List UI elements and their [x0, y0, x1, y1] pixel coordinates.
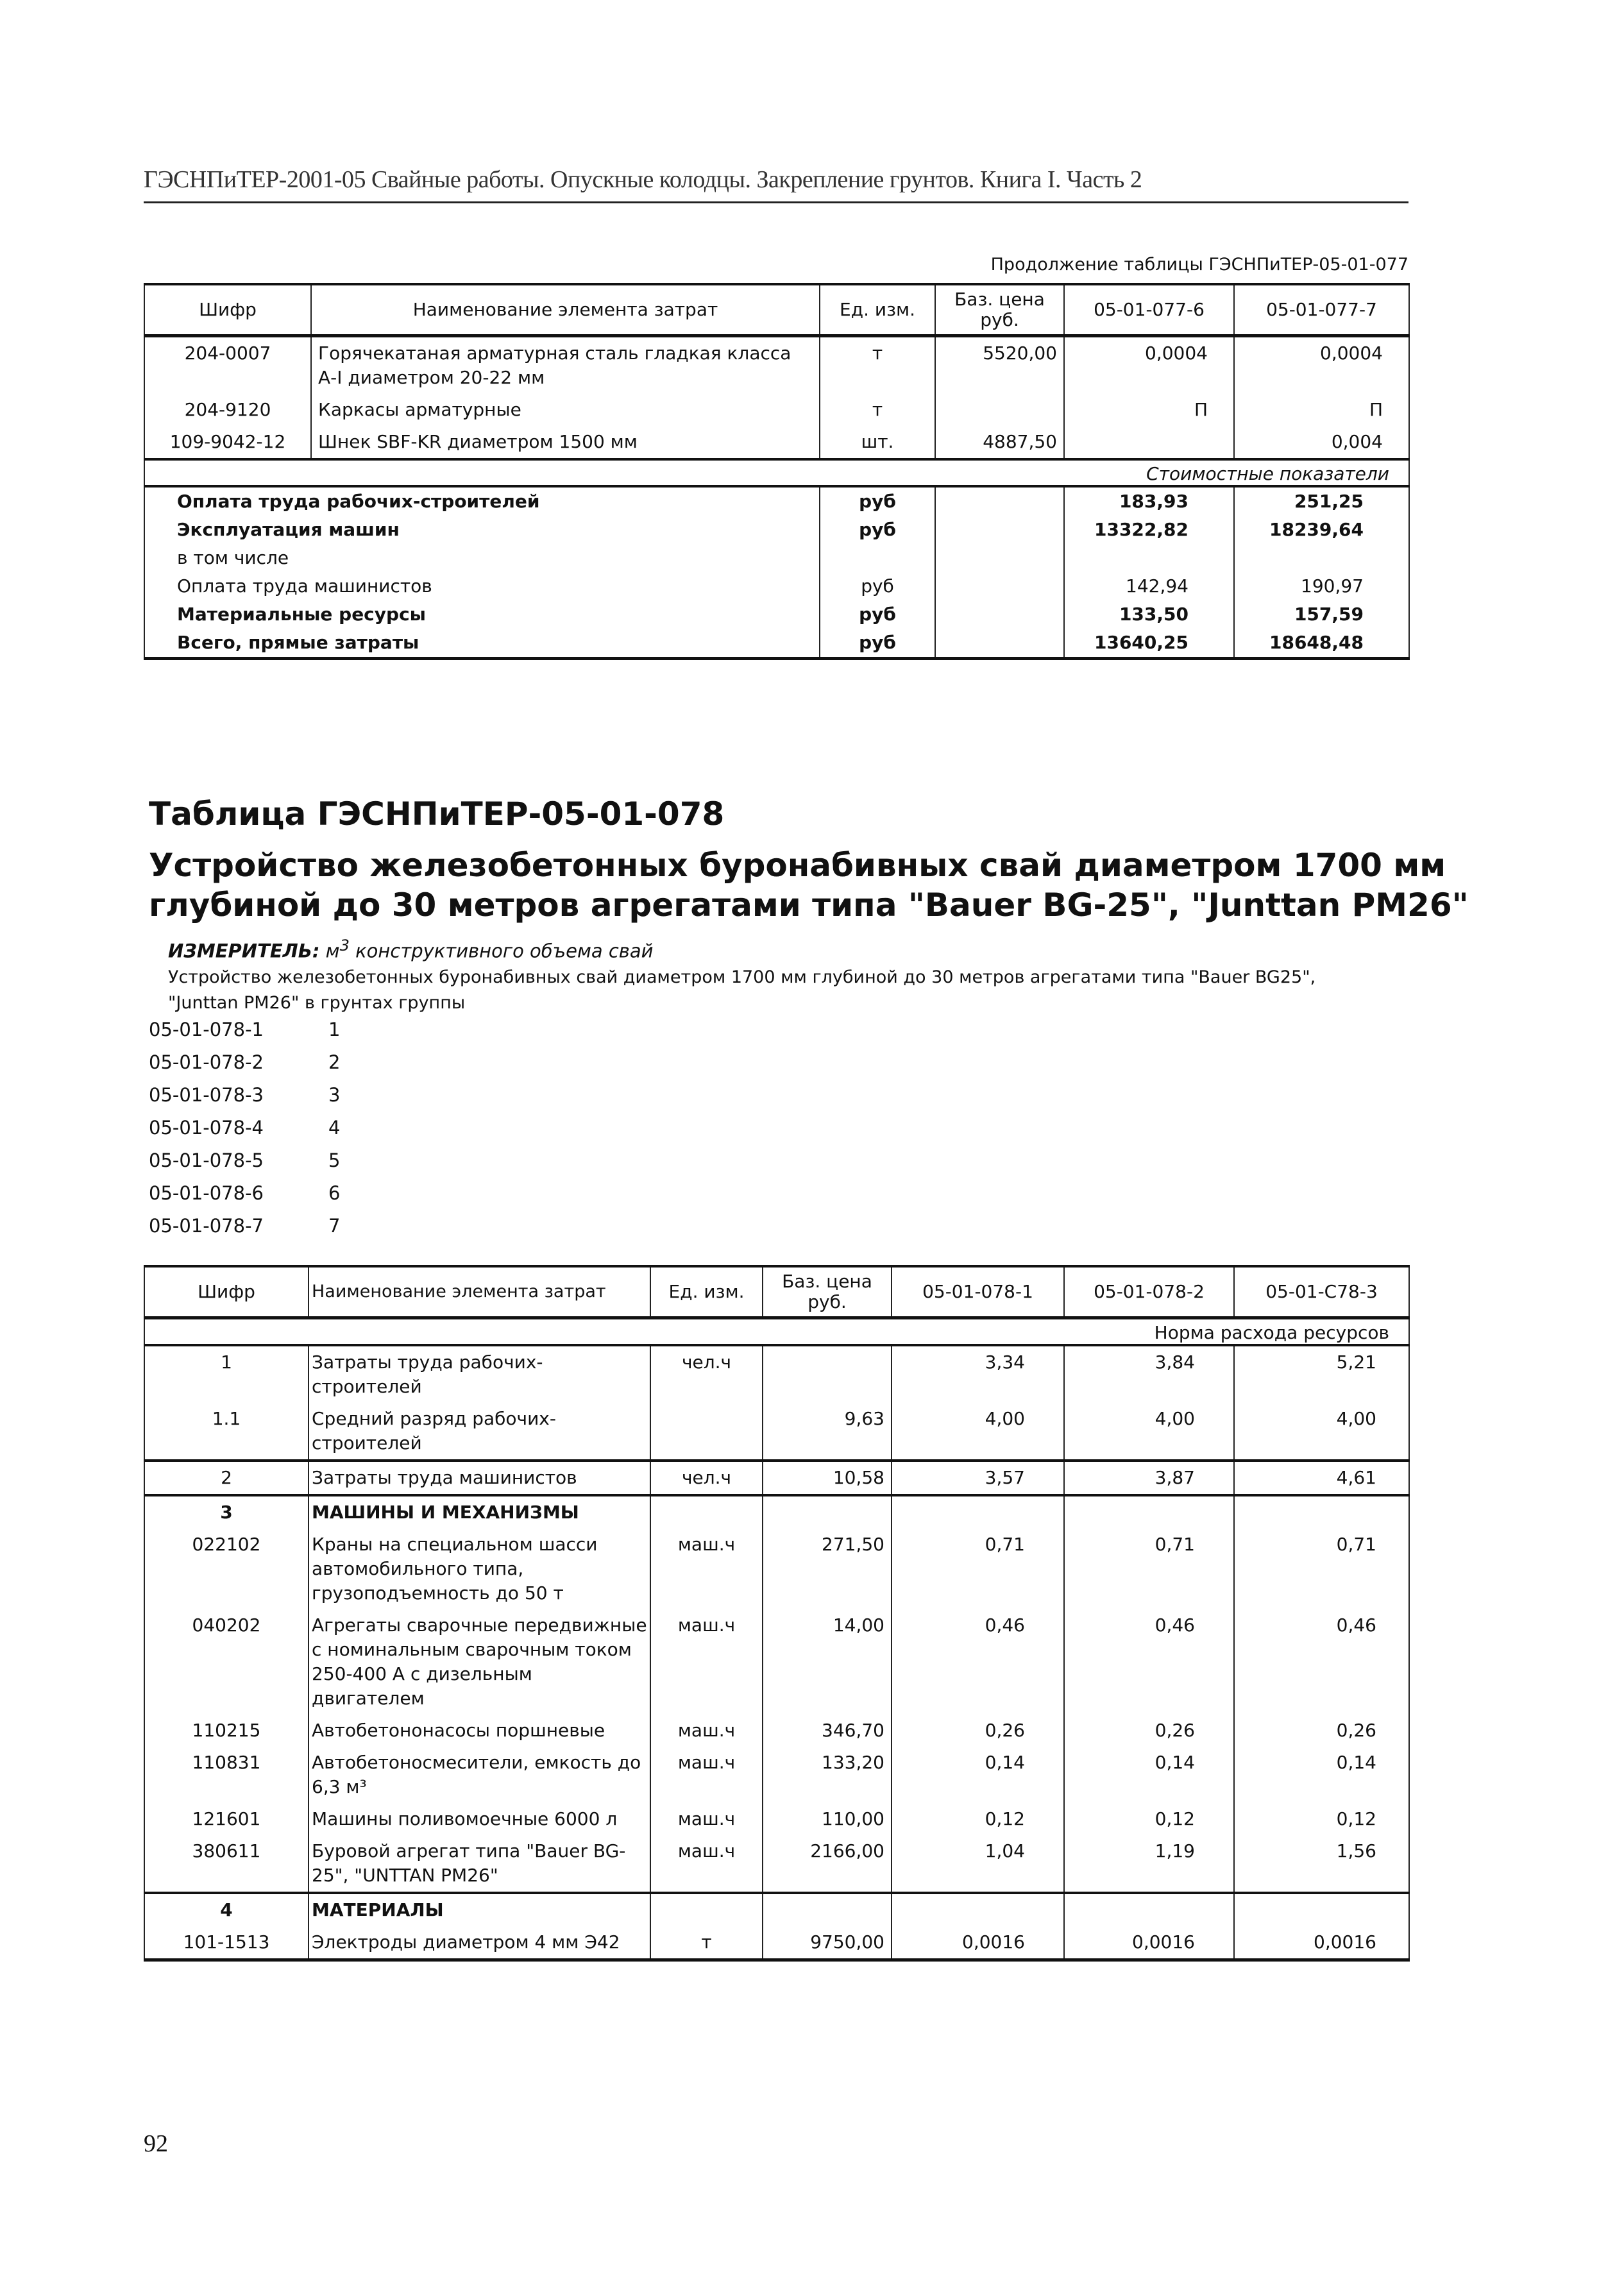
col-header: Ед. изм.: [820, 284, 935, 336]
price-cell: 2166,00: [763, 1835, 892, 1893]
table-row: [144, 1835, 1409, 1893]
value-cell: [1064, 426, 1234, 459]
unit-cell: маш.ч: [650, 1803, 763, 1835]
section-label: Стоимостные показатели: [144, 459, 1409, 486]
value-cell: 142,94: [1064, 572, 1234, 600]
value-cell: 190,97: [1234, 572, 1409, 600]
table-row: [144, 1609, 1409, 1715]
continuation-label: Продолжение таблицы ГЭСНПиТЕР-05-01-077: [990, 255, 1408, 275]
value-cell: [892, 1495, 1064, 1529]
col-header: 05-01-077-7: [1234, 284, 1409, 336]
value-cell: 0,26: [892, 1715, 1064, 1747]
table-header-row: [144, 1266, 1409, 1318]
cost-name-cell: Эксплуатация машин: [144, 516, 820, 544]
value-cell: 0,14: [892, 1747, 1064, 1803]
code-code: 05-01-078-3: [149, 1084, 264, 1106]
measure-line: [168, 937, 654, 962]
price-cell: 4887,50: [935, 426, 1064, 459]
code-cell: 2: [144, 1461, 309, 1495]
value-cell: 0,26: [1234, 1715, 1409, 1747]
code-group: 3: [328, 1084, 341, 1106]
unit-cell: маш.ч: [650, 1747, 763, 1803]
unit-cell: маш.ч: [650, 1609, 763, 1715]
code-group: 1: [328, 1019, 341, 1040]
price-cell: [935, 544, 1064, 572]
unit-cell: руб: [820, 600, 935, 629]
code-cell: 121601: [144, 1803, 309, 1835]
table-row: [144, 516, 1409, 544]
price-cell: 10,58: [763, 1461, 892, 1495]
cost-name-cell: Материальные ресурсы: [144, 600, 820, 629]
table-row: [144, 629, 1409, 659]
price-cell: 271,50: [763, 1529, 892, 1609]
value-cell: 0,12: [1234, 1803, 1409, 1835]
price-cell: [935, 629, 1064, 659]
table-row: [144, 600, 1409, 629]
value-cell: 4,61: [1234, 1461, 1409, 1495]
col-header: Шифр: [144, 284, 311, 336]
table-row: [144, 1403, 1409, 1461]
value-cell: 0,71: [1064, 1529, 1234, 1609]
value-cell: 13640,25: [1064, 629, 1234, 659]
value-cell: 0,0004: [1064, 336, 1234, 394]
value-cell: 4,00: [1234, 1403, 1409, 1461]
cost-name-cell: в том числе: [144, 544, 820, 572]
measure-sup: 3: [339, 937, 350, 954]
table-row: [144, 1461, 1409, 1495]
value-cell: 1,04: [892, 1835, 1064, 1893]
code-code: 05-01-078-7: [149, 1215, 264, 1237]
code-group: 2: [328, 1051, 341, 1073]
table-row: [144, 336, 1409, 394]
table-row: [144, 544, 1409, 572]
col-header: Баз. цена руб.: [763, 1266, 892, 1318]
value-cell: 18239,64: [1234, 516, 1409, 544]
name-cell: Шнек SBF-KR диаметром 1500 мм: [311, 426, 820, 459]
code-cell: 109-9042-12: [144, 426, 311, 459]
table-row: [144, 1318, 1409, 1346]
unit-cell: [820, 544, 935, 572]
code-list-item: [149, 1117, 340, 1149]
value-cell: 183,93: [1064, 486, 1234, 516]
value-cell: [892, 1893, 1064, 1926]
table-row: [144, 459, 1409, 486]
name-cell: Средний разряд рабочих-строителей: [309, 1403, 650, 1461]
value-cell: 0,46: [1234, 1609, 1409, 1715]
table-description: Устройство железобетонных буронабивных свай диаметром 1700 мм глубиной до 30 метров агрегатами типа "Bauer BG25", "Junttan PM26" в грунтах группы: [168, 967, 1316, 1013]
name-cell: Каркасы арматурные: [311, 394, 820, 426]
value-cell: 0,0016: [1064, 1926, 1234, 1960]
code-cell: 4: [144, 1893, 309, 1926]
code-cell: 204-9120: [144, 394, 311, 426]
value-cell: П: [1064, 394, 1234, 426]
code-cell: 040202: [144, 1609, 309, 1715]
section-label: Норма расхода ресурсов: [144, 1318, 1409, 1346]
value-cell: 4,00: [1064, 1403, 1234, 1461]
value-cell: [1064, 544, 1234, 572]
code-code: 05-01-078-6: [149, 1182, 264, 1204]
table-row: [144, 1715, 1409, 1747]
price-cell: 9,63: [763, 1403, 892, 1461]
value-cell: [1234, 1893, 1409, 1926]
cost-name-cell: Всего, прямые затраты: [144, 629, 820, 659]
col-header: Наименование элемента затрат: [311, 284, 820, 336]
price-cell: 346,70: [763, 1715, 892, 1747]
code-list-item: [149, 1051, 340, 1084]
value-cell: 0,71: [1234, 1529, 1409, 1609]
col-header: 05-01-078-1: [892, 1266, 1064, 1318]
unit-cell: шт.: [820, 426, 935, 459]
value-cell: 3,84: [1064, 1345, 1234, 1403]
measure-text: конструктивного объема свай: [349, 940, 654, 962]
value-cell: 0,12: [1064, 1803, 1234, 1835]
code-list-item: [149, 1019, 340, 1051]
value-cell: 1,19: [1064, 1835, 1234, 1893]
price-cell: 110,00: [763, 1803, 892, 1835]
code-cell: 3: [144, 1495, 309, 1529]
code-cell: 110215: [144, 1715, 309, 1747]
price-cell: [935, 486, 1064, 516]
name-cell: Электроды диаметром 4 мм Э42: [309, 1926, 650, 1960]
unit-cell: руб: [820, 572, 935, 600]
value-cell: 3,87: [1064, 1461, 1234, 1495]
price-cell: 14,00: [763, 1609, 892, 1715]
value-cell: 157,59: [1234, 600, 1409, 629]
name-cell: Автобетоносмесители, емкость до 6,3 м³: [309, 1747, 650, 1803]
code-cell: 1.1: [144, 1403, 309, 1461]
code-group: 4: [328, 1117, 341, 1139]
unit-cell: [650, 1403, 763, 1461]
code-code: 05-01-078-1: [149, 1019, 264, 1040]
value-cell: 5,21: [1234, 1345, 1409, 1403]
unit-cell: [650, 1893, 763, 1926]
col-header: 05-01-077-6: [1064, 284, 1234, 336]
col-header: Баз. цена руб.: [935, 284, 1064, 336]
resource-table-078: [144, 1265, 1410, 1962]
name-cell: Краны на специальном шасси автомобильного типа, грузоподъемность до 50 т: [309, 1529, 650, 1609]
value-cell: 13322,82: [1064, 516, 1234, 544]
code-list-item: [149, 1182, 340, 1215]
unit-cell: маш.ч: [650, 1529, 763, 1609]
value-cell: П: [1234, 394, 1409, 426]
code-cell: 380611: [144, 1835, 309, 1893]
value-cell: 18648,48: [1234, 629, 1409, 659]
value-cell: [1234, 1495, 1409, 1529]
unit-cell: т: [820, 336, 935, 394]
value-cell: 0,26: [1064, 1715, 1234, 1747]
value-cell: 0,14: [1234, 1747, 1409, 1803]
value-cell: 251,25: [1234, 486, 1409, 516]
measure-unit: м: [325, 940, 340, 962]
unit-cell: маш.ч: [650, 1835, 763, 1893]
table-row: [144, 1345, 1409, 1403]
name-cell: МАТЕРИАЛЫ: [309, 1893, 650, 1926]
value-cell: 0,71: [892, 1529, 1064, 1609]
unit-cell: руб: [820, 629, 935, 659]
cost-name-cell: Оплата труда рабочих-строителей: [144, 486, 820, 516]
table-header-row: [144, 284, 1409, 336]
code-cell: 022102: [144, 1529, 309, 1609]
value-cell: 0,46: [892, 1609, 1064, 1715]
table-row: [144, 572, 1409, 600]
unit-cell: т: [650, 1926, 763, 1960]
col-header: Наименование элемента затрат: [309, 1266, 650, 1318]
table-row: [144, 1926, 1409, 1960]
value-cell: 1,56: [1234, 1835, 1409, 1893]
code-code: 05-01-078-2: [149, 1051, 264, 1073]
price-cell: [763, 1345, 892, 1403]
value-cell: 3,57: [892, 1461, 1064, 1495]
price-cell: [935, 600, 1064, 629]
price-cell: [935, 572, 1064, 600]
name-cell: Горячекатаная арматурная сталь гладкая класса А-I диаметром 20-22 мм: [311, 336, 820, 394]
name-cell: Буровой агрегат типа "Bauer BG-25", "UNTTAN PM26": [309, 1835, 650, 1893]
running-head: ГЭСНПиТЕР-2001-05 Свайные работы. Опускные колодцы. Закрепление грунтов. Книга I. Часть 2: [144, 166, 1142, 193]
name-cell: Агрегаты сварочные передвижные с номинальным сварочным током 250-400 А с дизельным двигателем: [309, 1609, 650, 1715]
unit-cell: маш.ч: [650, 1715, 763, 1747]
value-cell: 0,46: [1064, 1609, 1234, 1715]
name-cell: Затраты труда рабочих-строителей: [309, 1345, 650, 1403]
unit-cell: руб: [820, 486, 935, 516]
table-row: [144, 1495, 1409, 1529]
col-header: Ед. изм.: [650, 1266, 763, 1318]
name-cell: Машины поливомоечные 6000 л: [309, 1803, 650, 1835]
table-row: [144, 1529, 1409, 1609]
price-cell: 5520,00: [935, 336, 1064, 394]
code-cell: 110831: [144, 1747, 309, 1803]
col-header: 05-01-078-2: [1064, 1266, 1234, 1318]
price-cell: 133,20: [763, 1747, 892, 1803]
code-group: 6: [328, 1182, 341, 1204]
unit-cell: руб: [820, 516, 935, 544]
value-cell: 0,0004: [1234, 336, 1409, 394]
code-list-item: [149, 1084, 340, 1117]
name-cell: МАШИНЫ И МЕХАНИЗМЫ: [309, 1495, 650, 1529]
value-cell: 4,00: [892, 1403, 1064, 1461]
code-list-item: [149, 1149, 340, 1182]
code-code: 05-01-078-4: [149, 1117, 264, 1139]
code-group: 7: [328, 1215, 341, 1237]
name-cell: Автобетононасосы поршневые: [309, 1715, 650, 1747]
table-row: [144, 1893, 1409, 1926]
page-number: 92: [144, 2130, 168, 2157]
name-cell: Затраты труда машинистов: [309, 1461, 650, 1495]
code-group: 5: [328, 1149, 341, 1171]
value-cell: [1064, 1893, 1234, 1926]
unit-cell: т: [820, 394, 935, 426]
price-cell: [935, 516, 1064, 544]
code-code: 05-01-078-5: [149, 1149, 264, 1171]
value-cell: 0,0016: [1234, 1926, 1409, 1960]
table-row: [144, 394, 1409, 426]
value-cell: [1064, 1495, 1234, 1529]
table-title: Таблица ГЭСНПиТЕР-05-01-078: [149, 795, 725, 833]
price-cell: 9750,00: [763, 1926, 892, 1960]
code-cell: 101-1513: [144, 1926, 309, 1960]
table-row: [144, 486, 1409, 516]
unit-cell: чел.ч: [650, 1461, 763, 1495]
price-cell: [935, 394, 1064, 426]
value-cell: 3,34: [892, 1345, 1064, 1403]
value-cell: [1234, 544, 1409, 572]
table-row: [144, 1803, 1409, 1835]
table-row: [144, 426, 1409, 459]
price-cell: [763, 1495, 892, 1529]
value-cell: 0,004: [1234, 426, 1409, 459]
cost-name-cell: Оплата труда машинистов: [144, 572, 820, 600]
header-rule: [144, 201, 1408, 203]
value-cell: 0,12: [892, 1803, 1064, 1835]
code-cell: 204-0007: [144, 336, 311, 394]
value-cell: 133,50: [1064, 600, 1234, 629]
cost-table-077: [144, 283, 1410, 660]
col-header: 05-01-C78-3: [1234, 1266, 1409, 1318]
code-cell: 1: [144, 1345, 309, 1403]
code-list: [149, 1019, 340, 1248]
measure-label: ИЗМЕРИТЕЛЬ:: [168, 940, 320, 962]
value-cell: 0,14: [1064, 1747, 1234, 1803]
price-cell: [763, 1893, 892, 1926]
unit-cell: [650, 1495, 763, 1529]
code-list-item: [149, 1215, 340, 1248]
col-header: Шифр: [144, 1266, 309, 1318]
table-row: [144, 1747, 1409, 1803]
table-heading: Устройство железобетонных буронабивных свай диаметром 1700 мм глубиной до 30 метров агрегатами типа "Bauer BG-25", "Junttan PM26": [149, 847, 1469, 924]
value-cell: 0,0016: [892, 1926, 1064, 1960]
unit-cell: чел.ч: [650, 1345, 763, 1403]
